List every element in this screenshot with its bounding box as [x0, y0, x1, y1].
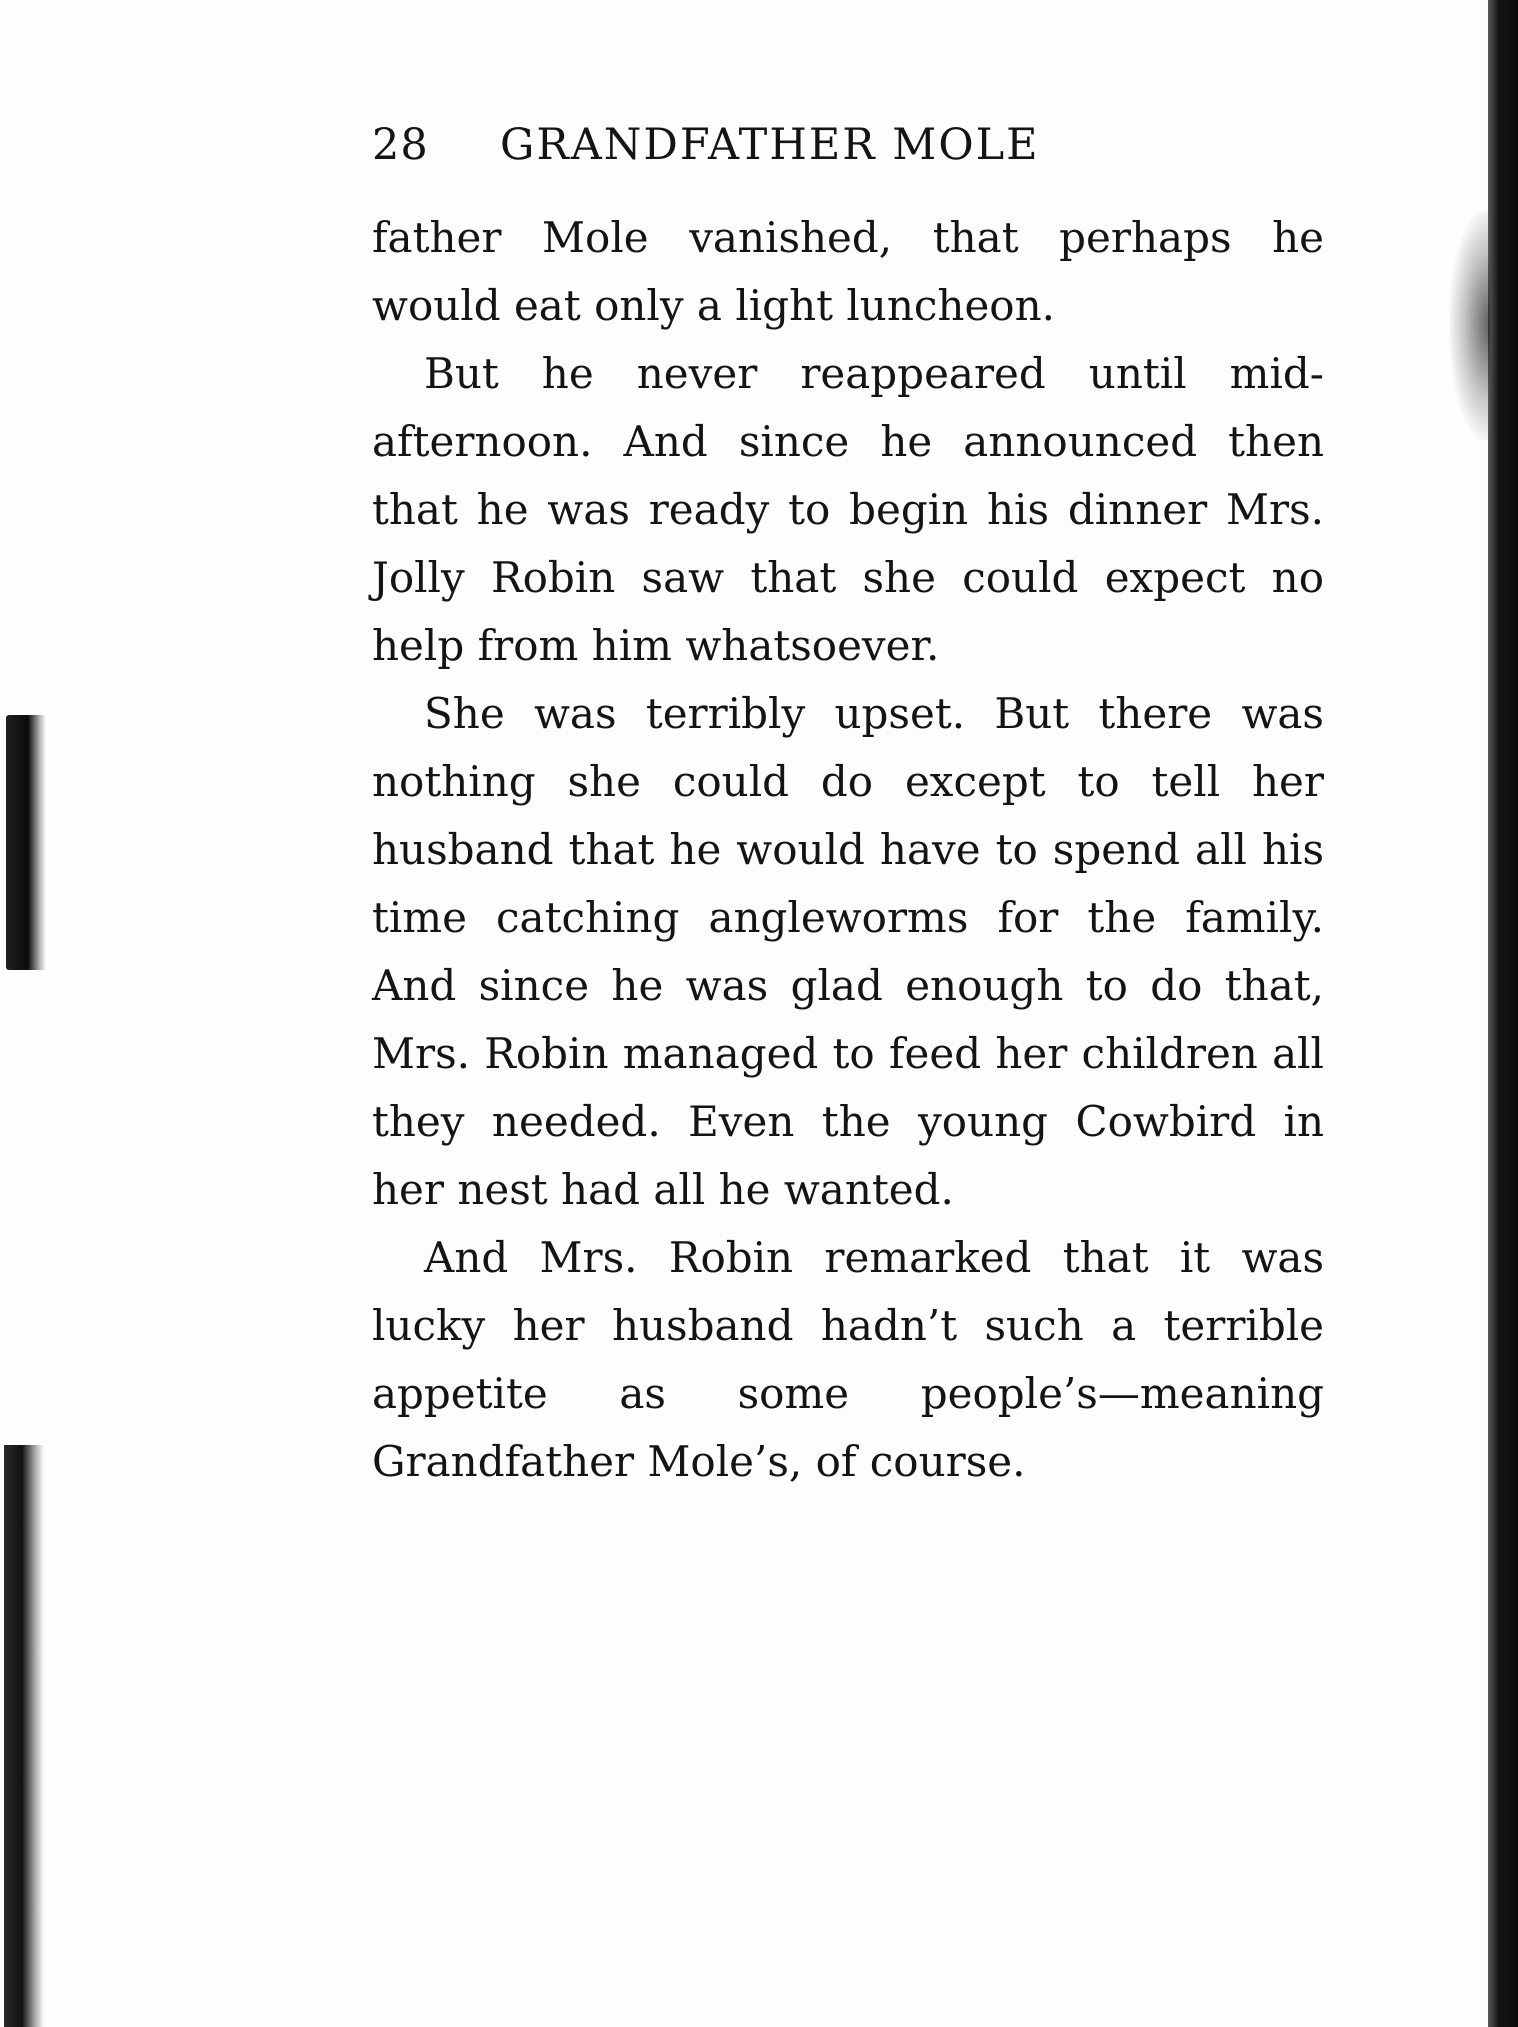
paragraph-3: She was terribly upset. But there was nothing she could do except to tell her husband that he would have to spend all his time catching angleworms for the family. And since he was glad enough to do that, Mrs. Robin managed to feed her children all they needed. Even the young Cowbird in her nest had all he wanted. — [372, 689, 1324, 1214]
paragraph-1: father Mole vanished, that perhaps he would eat only a light luncheon. — [372, 213, 1324, 330]
paragraph-4: And Mrs. Robin remarked that it was lucky her husband hadn’t such a terrible appetite as some people’s—meaning Grandfather Mole’s, of course. — [372, 1233, 1324, 1486]
body-text — [372, 204, 1324, 1496]
running-title: GRANDFATHER MOLE — [500, 120, 1040, 170]
scan-edge-left-upper — [6, 715, 46, 970]
page-text-block — [372, 120, 1324, 1496]
scan-edge-left-lower — [4, 1445, 44, 2027]
paragraph-2: But he never reappeared until mid-afternoon. And since he announced then that he was ready to begin his dinner Mrs. Jolly Robin saw that she could expect no help from him whatsoever. — [372, 349, 1324, 670]
scan-smudge — [1450, 210, 1490, 440]
scan-edge-right — [1488, 0, 1518, 2027]
running-head — [372, 120, 1324, 186]
page-number: 28 — [372, 120, 429, 170]
